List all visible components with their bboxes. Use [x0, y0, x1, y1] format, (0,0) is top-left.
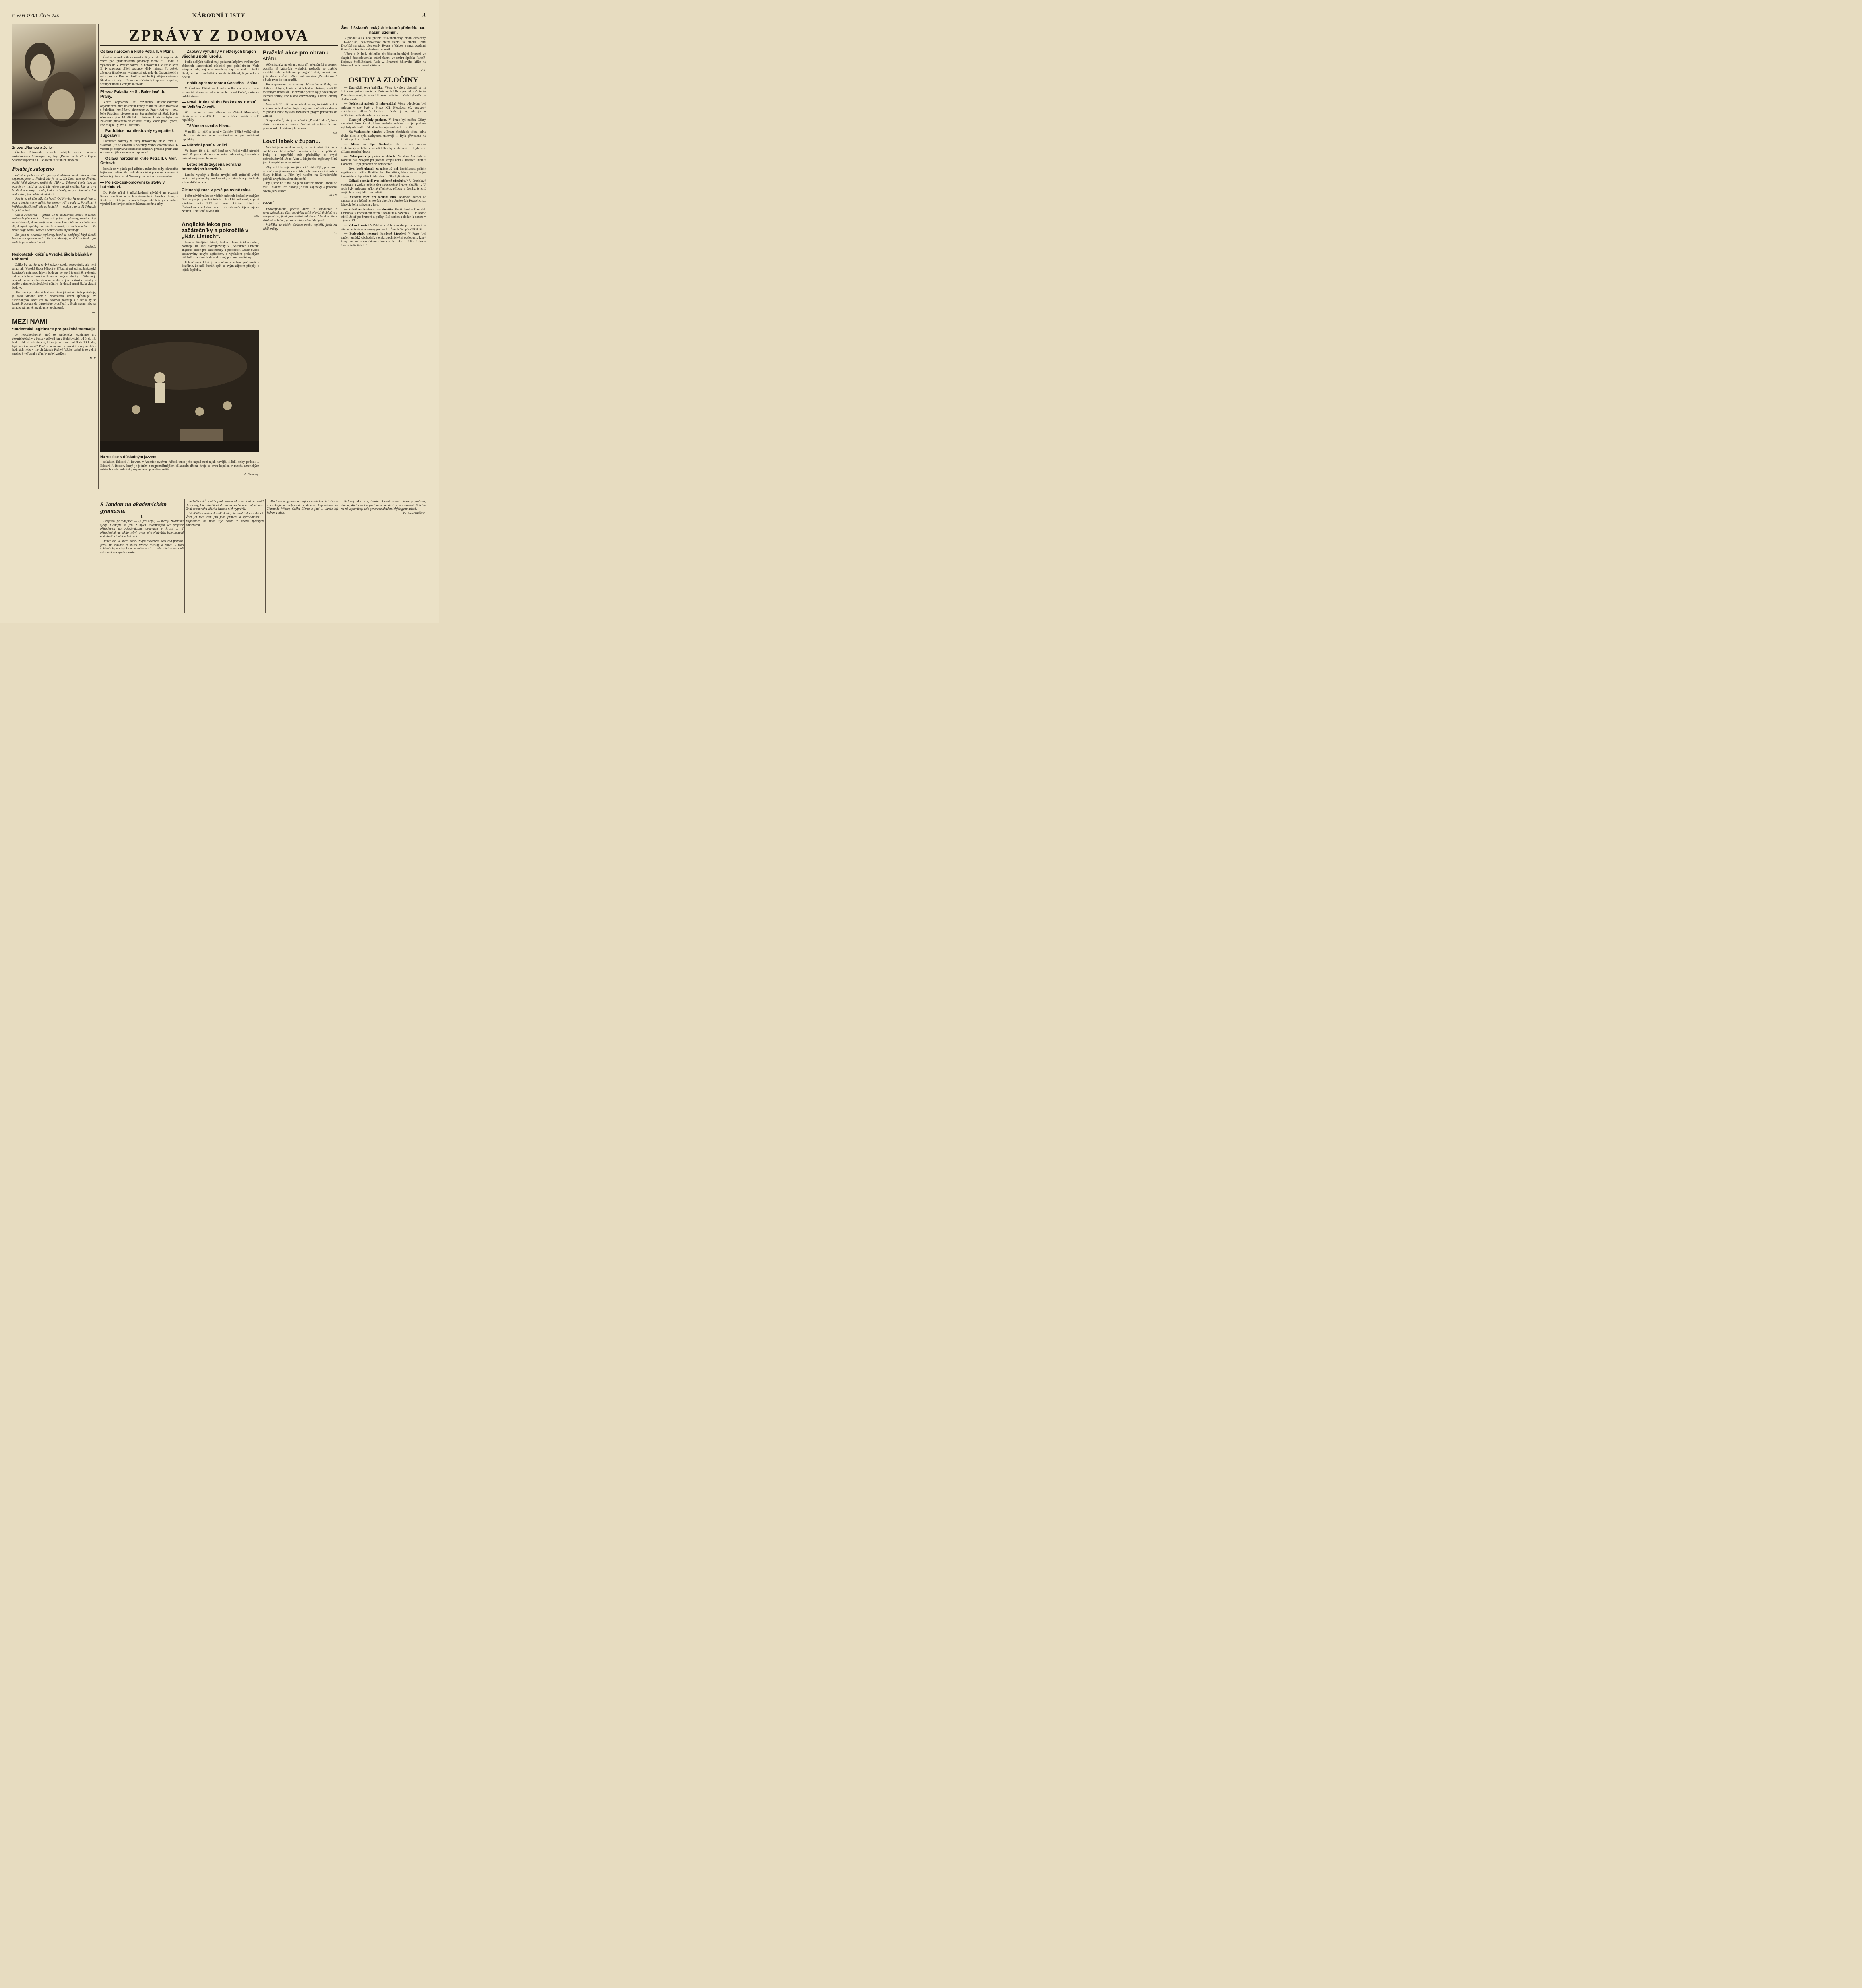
jandou-paragraph: Janda byl ve svém oboru živým člověkem. Měl rád přírodu, jezdil na exkurze a sbíral vzácné rostliny a hmyz. V jeho kabinetu bylo vždycky plno zajímavostí ... Jeho žáci se mu rádi svěřovali se svými starostmi. — [100, 539, 184, 554]
nedostatek-headline: Nedostatek kněží a Vysoká škola báňská v Příbrami. — [12, 252, 92, 262]
jazz-caption-signature: A. Dvorský. — [244, 472, 259, 476]
jandou-paragraph: Ve třídě se ovšem dovedl zlobit, ale hned byl zase dobrý. Žáci jej měli rádi pro jeho přímost a spravedlnost ... Vzpomínka na něho žije dosud v mnoha bývalých studentech. — [186, 511, 264, 527]
osudy-item — [341, 179, 426, 194]
column-2 — [100, 48, 178, 326]
column-4 — [263, 48, 337, 489]
section-title-box — [100, 23, 338, 46]
polabi-paragraph: Ba, jsou to nevesele myšlenky, které se naskýtají, když člověk hledí na tu spoustu vod ... Tady se ukazuje, co dokáže živel a jak malý je proti němu člověk. — [12, 233, 96, 244]
nedostatek-paragraph: Zdálo by se, že tyto dvě otázky spolu nesouvisejí, ale není tomu tak. Vysoká škola báňská v Příbrami má od arcibiskupské konsistoře najmutou hlavní budovu, ve které je umístěn rektorát, aula a celá řada ústavů a hlavní geologické sbírky ... Příbram je opravdu centrem hornického studia a jen nešťastné vztahy a potíže v ústavech přesídlení učinily, že dosud nemá škola vlastní budovy. — [12, 263, 96, 290]
lovci-signature: ALAN. — [329, 194, 337, 198]
jazz-caption-text: skladatel Edward J. Bowen, v Americe oviémn. Ačkoli tento jeho nápad není nijak novější, sklidil velký potlesk ... Edward J. Bowen, který je jedním z nejpopulárnějších skladatelů džezu, hraje se svou kapelou v mnoha amerických městech a jeho nahrávky se prodávají po celém světě. — [100, 460, 259, 472]
letouny-headline: Šest říšskoněmeckých letounů přeletělo nad naším územím. — [341, 26, 426, 35]
osudy-item-title: — Dva, kteří ukradli za měsíc 19 kol. — [344, 167, 399, 171]
osudy-item-title: — Rozbíjel výklady prakem. — [344, 118, 387, 122]
osudy-list — [341, 86, 426, 247]
lovci-paragraph: Byli jsme na filmu po jeho halasné chvále, dívali se, truli i dlouze. Pro občany je film zajímavý a předvádí dávno již v kinech. — [263, 181, 337, 193]
polabi-paragraph: a částečný obrázek této spousty si uděláme hned, zotva se však zapamatujeme ... Nedalá kde je to ... Na Labi kam se díváme, pořád ještě záplavy, rozlité do dálky ... Telegrafní tyče jsou ze poloviny v nichž se stojí, kde včera chodili sedláci, kde se nyní brodí skot a vozy ... Pole, louky, zahrady, sady a chmelnice leží pod vodou, jak daleko dohlédneš. — [12, 173, 96, 196]
osudy-item-title: — Neberpečná je práce v dolech. — [344, 154, 396, 158]
section-title: ZPRÁVY Z DOMOVA — [100, 25, 338, 46]
osudy-item-text: Nedávno odešel ze zanatoria pro léčení nervových chorob v Jankových Koupelích ... Mrtvola byla nalezena v lese. — [341, 195, 426, 206]
klub-headline: — Nová útulna Klubu českoslov. turistů na Velkém Javoři. — [182, 100, 257, 109]
issue-date: 8. září 1938. Číslo 246. — [12, 13, 61, 19]
polabi-headline: Polabí je zatopeno — [12, 166, 54, 172]
osudy-item — [341, 130, 426, 142]
lovci-paragraph: Všichni jsme se domnívali, že lovci lebek žijí jen v daleké exotické divočině ... a zatím jeden z nich přišel do Prahy a uspořádal zde přednášky o svých dobrodružstvích. Je to Alan ... Majitelům půjčovny filmů jsou tu úspěchy dobře známé ... — [263, 146, 337, 165]
jandou-paragraph: Akademické gymnasium bylo v mých letech ústavem s vynikajícím profesorským sborem. Vzpomínám na Zikmunda Winter, Čeňka Zíbrta a jiné ... Janda byl jedním z nich. — [267, 499, 338, 514]
osudy-item-text: V Praze byl zatčen 33letý zámečník Josef Ortelt, který poslední měsíce rozbíjel prakem výklady obchodů ... Škodu odhadují na několik tisíc Kč. — [341, 118, 426, 129]
romeo-caption-text: Činohra Národního divadla zahájila sezonu novým nastudováním Shakespearovy hry „Romeo a Julie“ s Olgou Scheinpflugovou a L. Boháčem v titulních úlohách. — [12, 151, 96, 162]
jandou-column-2 — [186, 499, 264, 615]
jandou-paragraph: Srdečný Moravan, Florian Horut, velmi milovaný profesor, Janda, Winter — to byla jména, na která se nezapomíná. S úctou na ně vzpomínají celé generace akademických gymnasistů. — [341, 499, 426, 511]
column-divider — [98, 24, 99, 489]
letouny-signature: čtk. — [421, 68, 426, 72]
oslava-headline: Oslava narozenin krále Petra II. v Plzni. — [100, 50, 174, 54]
pocasi-paragraph: Pravděpodobné počasí dnes: V západních a severozápadních části republiky ještě převážně oblačno a místy deštivo, jinak proměnlivá oblačnost. Chladno. Jinde střídavě oblačno, po ránu místy mlha. Slabý vítr. — [263, 207, 337, 222]
osudy-item — [341, 155, 426, 166]
polak-headline: — Polák opět starostou Českého Těšína. — [182, 81, 259, 85]
osudy-item — [341, 102, 426, 117]
osudy-item — [341, 208, 426, 223]
letouny-paragraph: Včera o 9. hod. přeletělo pět říšskoněmeckých letounů ve skupině československé státní území ve směru Spišské-Pancíř-Hojsova Stráž-Železná Ruda ... Znamení hákového kříže na letounech byla přesně zjištěna. — [341, 52, 426, 68]
osudy-item — [341, 86, 426, 101]
anglicke-headline: Anglické lekce pro začátečníky a pokročilé v „Nár. Listech“. — [182, 221, 249, 239]
osudy-item — [341, 223, 426, 231]
letos-paragraph: Letošní vysoký a dlouho trvající sníh způsobil velmi nepříznivé podmínky pro kamzíky v Tatrách, a proto bude letos odstřel omezen. — [182, 173, 259, 184]
jazz-caption-title: Na voličce s důkladným jazzem — [100, 455, 157, 459]
polak-paragraph: V Českém Těšíně se konala volba starosty a dvou náměstků. Starostou byl opět zvolen Josef Kočoň, zástupce polské strany. — [182, 87, 259, 98]
newspaper-page — [0, 0, 439, 623]
zaplavy-paragraph: Podle došlých hlášení mají podzimní záplavy v některých oblastech katastrofální důsledek pro polní úrodu. Voda zatopila pole, zejména brambory, řepu a jetel ... Velké škody utrpěli zemědělci v okolí Poděbrad, Nymburka a Kolína. — [182, 60, 259, 79]
studentske-paragraph: Je nepochopitelné, proč se studentské legitimace pro elektrické dráhy v Praze vydávají jen v Holešovicích od 8. do 13. hodin. Jak si má student, který je ve škole od 8 do 13 hodin, legitimaci obstarat? Proč se nemohou vydávat i v odpoledních hodinách nebo v jiných částech Prahy? Vždyť stejně je to velmi snadno k vyřízení a úřad by nebyl zatížen. — [12, 333, 96, 356]
osudy-item-text: Včera odpoledne byl nalezen v své bytě v Praze XII. Nerudova 60, otrávený svítiplynem 80letý V. Beitler ... Vyšetřuje se, zda jde o nešťastnou náhodu nebo sebevraždu. — [341, 102, 426, 117]
pardubice-headline: — Pardubice manifestovaly sympatie k Jugoslavii. — [100, 129, 174, 138]
akce-paragraph: Soupis dárců, který se účastní „Pražské akce“, bude uložen v městském museu. Pražané tak dokáží, že mají pravou lásku k státu a jeho obraně. — [263, 118, 337, 130]
tesinsko-paragraph: V neděli 11. září se koná v Českém Těšíně velký tábor lidu, na kterém bude manifestováno pro celistvost republiky. — [182, 130, 259, 141]
osudy-item-text: Na rozhraní okresu českobudějovického a netolického byla slavnost ... Byla zde zřízena pamětní deska. — [341, 142, 426, 154]
osudy-item-title: — Odkud pocházejí tyto stříbrné předměty? — [344, 179, 408, 183]
akce-headline: Pražská akce pro obranu státu. — [263, 49, 329, 62]
akce-paragraph: Ve středu 14. září vyvrcholí akce tím, že každé rodině v Praze bude doručen dopis s výzvou k účasti na sbírce. V pondělí bude vysílán rozhlasem projev primátora dr. Zenkla. — [263, 102, 337, 118]
jandou-column-1 — [100, 499, 184, 615]
polabi-paragraph: Okolo Poděbrad — jezero. Je to skutečnost, kterou si člověk nedovede představit ... Celé nížiny jsou zaplaveny, vesnice stojí na ostrůvcích, domy mají vodu až do oken. Lidé zachraňují co se dá, dobytek vyvádějí na návrší a čekají, až voda opadne ... Na břehu stojí hasiči, vojáci a dobrovolníci a pomáhají. — [12, 213, 96, 232]
akce-signature: vm. — [333, 131, 337, 135]
narodni-paragraph: Ve dnech 10. a 11. září koná se v Polici velká národní pouť. Program zahrnuje slavnostní bohoslužby, koncerty a průvod krojovaných skupin. — [182, 149, 259, 160]
osudy-section-title: OSUDY A ZLOČINY — [348, 76, 419, 84]
page-header — [12, 12, 426, 21]
anglicke-paragraph: Jako v dřívějších letech, budou i letos každou neděli, počínaje 18. září, zveřejňovány v „Národních Listech“ anglické lekce pro začátečníky a pokročilé. Lekce budou sestavovány novým způsobem, s výkladem praktických příkladů a cvičení. Řídí je zkušený profesor angličtiny. — [182, 240, 259, 260]
column-1 — [12, 24, 96, 612]
column-divider — [184, 499, 185, 613]
jandou-subhead: I. — [140, 515, 144, 519]
jandou-column-3 — [267, 499, 338, 615]
osudy-item-text: V Bratislavě vypátrala a zatkla policie dva nebezpečné bytové zloděje ... U nich byly nalezeny stříbrné předměty, příbory a šperky, jejichž majitelé se mají hlásit na policii. — [341, 179, 426, 194]
pocasi-headline: Počasí. — [263, 201, 275, 206]
nedostatek-signature: rm. — [92, 310, 96, 314]
osudy-item — [341, 118, 426, 130]
cizinecky-paragraph: Počet návštěvníků ve větších městech československých činil za prvých pololetí tohoto roku 1.07 mil. osob, o proti loňskému roku 1.13 mil. osob. Cizinci strávili v Československu 2.3 mil. nocí ... Ze zahraničí přijelo nejvíce Němců, Rakušanů a Maďarů. — [182, 194, 259, 213]
romeo-caption-title: Znovu „Romeo a Julie“. — [12, 146, 55, 150]
pocasi-paragraph: Vyhlídka na zítřek: Celkem trochu teplejší, jinak bez větší změny. — [263, 223, 337, 231]
column-divider — [265, 499, 266, 613]
divider — [100, 87, 178, 88]
osudy-item — [341, 232, 426, 247]
cizinecky-headline: Cizinecký ruch v prvé polovině roku. — [182, 188, 251, 193]
akce-paragraph: Bude apelováno na všechny občany Velké Prahy. Jen obilky a dobyty, které do nich budou vloženy, vzali 80 městských úředníků. Odevzdané peníze byly odeslány do ústřední sbírky, kde budou odevzdávány k účelu obrany státu. — [263, 82, 337, 102]
oslava2-headline: — Oslava narozenin krále Petra II. v Mor. Ostravě — [100, 156, 177, 166]
osudy-item — [341, 167, 426, 179]
pocasi-signature: hk. — [334, 231, 337, 235]
jazz-photo-art — [100, 330, 259, 452]
osudy-item-title: — Zavraždil svou babičku. — [344, 85, 384, 89]
osudy-item-text: V Praze byl zatčen pražský obchodník s elektrotechnickými potřebami, který koupil od svého zaměstnance kradené žárovky ... Celková škoda činí několik tisíc Kč. — [341, 232, 426, 247]
polabi-signature: Stáňa E. — [85, 245, 96, 249]
prevoz-paragraph: Včera odpoledne se rozloučilo staroboleslavské obyvatelstvo před kostelem Panny Marie ve Staré Boleslavi s Paladiem, které bylo převezeno do Prahy. Asi ve 4 hod. bylo Paladium převezeno na Staroměstské náměstí, kde je očekávalo přes 10.000 lidí ... Průvod kněžstva bylo pak Paladium převezeno do chrámu Panny Marie před Týnem, kde Magna Tylová dlí uloženo. — [100, 100, 178, 127]
studentske-signature: M. V. — [89, 356, 96, 360]
oslava2-paragraph: konala se v pátek pod záštitou místního rady, okresního hejtmana, policejního ředitele a místní posádky. Slavnostní řečník ing. Ferdinand Neuner promluvil o významu dne. — [100, 167, 178, 178]
prevoz-headline: Převoz Paladia ze St. Boleslavě do Prahy. — [100, 90, 165, 99]
cizinecky-signature: mp. — [254, 214, 259, 217]
studentske-headline: Studentské legitimace pro pražské tramvaje. — [12, 327, 96, 332]
osudy-item-title: — Střelil na bratra a bramboriště. — [344, 207, 394, 211]
osudy-item-title: — Místa na lépe Svobody. — [344, 142, 392, 146]
oslava-paragraph: Československo-jihoslovanská liga v Plzni uspořádala včera pod protektorátem předsedy vlády dr. Hodži a vyslance dr. V. Protiće oslavu 15. narozenin J. V. krále Petra II. K slavnosti přijel zástupce vlády ministr Fr. Ježek, zástupce jihoslovan. vyslanectví tej. rada dr. Dragutinović a univ. prof. dr. Domin. Hosté si prohlédli jubilejní výstavu a Škodovy závody ... Oslavy se zúčastnily korporace a spolky, zástupci úřadů a veřejného života. — [100, 55, 178, 86]
osudy-item-text: Bratislavská policie vypátrala a zatkla 19letého Fr. Tomaštíka, který se se svým kamarádem dopouštěl krádeží kol ... Oba byli zatčeni. — [341, 167, 426, 178]
anglicke-paragraph: Pokračování lekcí je obstaráno s velkou pečlivostí a doufáme, že naši čtenáři opět se svým zájmem přispějí k jejich úspěchu. — [182, 260, 259, 272]
romeo-photo-art — [12, 24, 96, 144]
masthead: NÁRODNÍ LISTY — [192, 12, 246, 19]
zaplavy-headline: — Záplavy vyhubily v některých krajích všechnu polní úrodu. — [182, 50, 256, 59]
polabi-paragraph: Pak je to už čím dál, tím horší. Od Nymburka se nové jezero, pole a louky, cesty zalité, jen stromy trčí z vody ... Po silnici k Velkému Zboží jezdí lidé na lodicích — vodou a to se dá čekat, že to ještě potrvá. — [12, 197, 96, 212]
lovci-headline: Lovci lebek v županu. — [263, 138, 320, 145]
polsko-headline: — Polsko-československé styky v hotelnictví. — [100, 180, 165, 190]
jandou-column-4 — [341, 499, 426, 615]
osudy-item-text: přecházela včera jedna dívka ulici a byla zachycena tramvají ... Byla převezena na kliniku prof. dr. Jirásla. — [341, 130, 426, 142]
jandou-signature: Dr. Josef PEŠEK. — [403, 511, 426, 515]
osudy-item-title: — Vánoční zpěv při hledání hub. — [344, 195, 397, 199]
osudy-item-title: — Podvodník nekoupil kradené žárovky! — [344, 232, 406, 236]
jandou-paragraph: Profesoři přírodopisci — (a jen ony?) — bývají zvláštními zjevy. Kladným se jeví z mých studentských let profesor přírodopisu na Akademickém gymnasiu v Praze ... V přírodovědě mu nikdo nebyl roven, jeho přednášky byly poutavé a studenti jej měli velmi rádi. — [100, 519, 184, 538]
klub-paragraph: 90 m n. m., zřízena odborem ve Zlatých Moravcích, otevřena se v neděli 11. t. m. s účastí turistů z celé republiky. — [182, 111, 259, 122]
osudy-item-text: Bratři Josef a František Hruškové v Pořežanech se měli rozděliti o pozemek ... Při hádce střelil Josef po bratrovi z pušky. Byl zatčen a dodán k soudu v Týně n. Vlt. — [341, 207, 426, 223]
osudy-item-title: — Nešťastná náhoda či sebevražda? — [344, 102, 397, 106]
lovci-paragraph: Aby byl film zajímavější a ještě vědečtější, procházeli se v něm na jihoamerickém trhu, kde jsou k vidění sušené hlavy indiánů ... Film byl natočen na Ekvadorském pobřeží a vyžadoval mnoho obětí. — [263, 165, 337, 181]
osudy-item-title: — Na Václavském náměstí v Praze — [344, 130, 395, 134]
osudy-item — [341, 195, 426, 207]
romeo-juliet-photo — [12, 24, 96, 144]
nedostatek-paragraph: Ale právě pro vlastní budovu, které již nutně škola potřebuje, je nyní vhodná chvíle. Nedostatek kněží způsobuje, že arcibiskupská konsistoř by budovu postoupila a škola by se konečně dostala do důstojného prostředí ... Bude nutno, aby se tomuto zájmu věnovalo plné pochopení. — [12, 290, 96, 309]
mezi-nami-section-title: MEZI NÁMI — [12, 317, 47, 325]
pardubice-paragraph: Pardubice oslavily v úterý narozeniny krále Petra II. slavností, jíž se zúčastnily všechny vrstvy obyvatelstva. K večeru po projevu ve kostele se konala v předsálí přednáška o významu jihoslovanských spojenců. — [100, 139, 178, 155]
osudy-item-text: Včera k večeru dostavil se na četnickou pátrací stanici v Dušníkách 21letý pacholek Antonín Petržílka a udal, že zavraždil svou babičku ... Vrah byl zatčen a dodán soudu. — [341, 85, 426, 101]
narodni-headline: — Národní pouť v Polici. — [182, 143, 229, 148]
letouny-paragraph: V pondělí o 14. hod. přeletěl říšskoněmecký letoun, označený „D—IAKO“, československé státní území ve směru Horní Dvořiště na západ přes osady Bystré a Valdov a mezi osadami Frantoly a Kaplice naše území opustil. — [341, 36, 426, 51]
page-number: 3 — [422, 11, 426, 19]
jandou-paragraph: Několik roků hostila prof. Jandu Morava. Pak se vrátil do Prahy, kde působil až do svého odchodu na odpočinek. Znal se s mnoha vědci a často o nich vyprávěl. — [186, 499, 264, 511]
letos-headline: — Letos bude zvýšena ochrana tatranských kamzíků. — [182, 162, 241, 172]
osudy-item-title: — Vykradl kostel. — [344, 223, 369, 227]
column-3 — [182, 48, 259, 326]
osudy-item-text: V Pchérách u Slaného vloupal se v noci na středu do kostela neznámý pachatel ... Škoda činí přes 2000 Kč. — [341, 223, 426, 231]
jazz-caption-block — [100, 453, 259, 495]
column-5 — [341, 24, 426, 495]
polsko-paragraph: Do Prahy přijel k několikadenní návštěvě na pozvání Svazu hotelierů a velkorestaurantérů Jaroslav Lang z Krakova ... Delegace si prohlédla pražské hotely a jednala o výměně hotelových odborníků mezi oběma státy. — [100, 190, 178, 206]
osudy-item — [341, 142, 426, 154]
jandou-headline: S Jandou na akademickém gymnasiu. — [100, 501, 167, 514]
akce-paragraph: Ačkoli sbírka na obranu státu při pokračující propagaci dosáhla již krásných výsledků, rozhodla se pražská městská rada podniknout propagační akci, po níž mají ještě sbírky vzrůst ... Akce bude nazvána „Pražská akce“ a bude trvat do konce září. — [263, 63, 337, 82]
jazz-photo — [100, 330, 259, 452]
osudy-item-text: Na dole Gabriela v Karviné byl zasypán při padání stropu horník Jindřich Blan z Darkova ... Byl převezen do nemocnice. — [341, 154, 426, 166]
tesinsko-headline: — Těšínsko uvedlo hlasu. — [182, 124, 231, 129]
